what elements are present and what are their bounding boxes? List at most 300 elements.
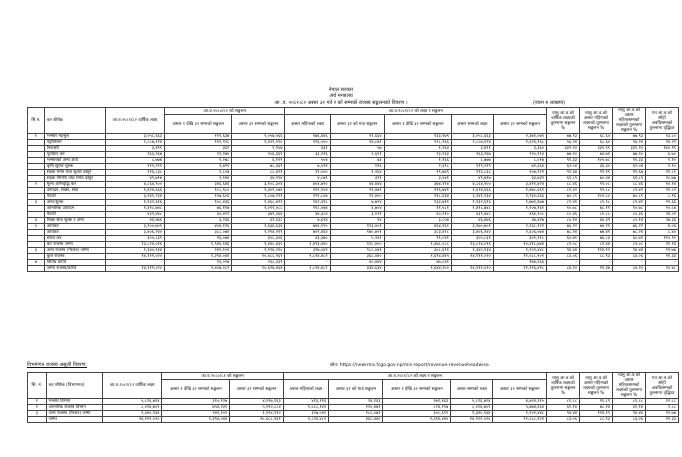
row-value: १२४.१२ [580, 411, 613, 417]
row-value: ९२.०८ [580, 182, 613, 188]
row-value: ६८.६० [580, 140, 613, 146]
pct-col: चालु आ.व.को असार महिनाको लक्ष्यको तुलनामा सङ्कलन % [580, 373, 613, 399]
row-value: ११,८४१ [384, 236, 451, 242]
row-value: - [285, 260, 330, 266]
row-value: ४,८६४,९०० [451, 182, 493, 188]
row-value: ७८.११ [580, 206, 613, 212]
row-value: ९४.४४ [613, 248, 646, 254]
row-value: ७८.२४ [613, 230, 646, 236]
row-value: १४,१११,०२० [451, 417, 493, 423]
row-value: २३८,३३१ [232, 260, 285, 266]
row-value: ४०४,१२६ [165, 224, 232, 230]
row-value: २८.७७ [646, 176, 679, 182]
row-value: ४३,३७० [285, 236, 330, 242]
row-value: ९१.३३ [547, 158, 580, 164]
row-value: ११,००० [285, 170, 330, 176]
row-value: ७८.२४ [547, 230, 580, 236]
row-value: ८९.०८ [613, 242, 646, 248]
row-value: १९६ [330, 164, 384, 170]
row-value: ११.८१ [646, 188, 679, 194]
sub-col: असार ३२ को मात्र सङ्कलन [330, 115, 384, 134]
row-value: ७०.८१ [547, 194, 580, 200]
row-value: ८१.१८ [580, 200, 613, 206]
row-value: १,९३२,६१६ [451, 200, 493, 206]
row-value: ६२.०४ [613, 164, 646, 170]
row-value: ४.०६ [646, 224, 679, 230]
row-value: ११६,८३८ [105, 170, 164, 176]
row-value: २४,१६३ [329, 399, 383, 405]
row-value: १०७,१२२ [493, 170, 546, 176]
row-value: - [580, 260, 613, 266]
header-row [28, 108, 679, 115]
row-value: १४,१११,०२० [102, 417, 162, 423]
row-value: १०५.७८ [580, 158, 613, 164]
row-value: २,३९८ [384, 164, 451, 170]
row-value: ५७ [330, 146, 384, 152]
row-value: १०,४८८,९६१ [230, 417, 284, 423]
row-value: ८०.३६ [613, 212, 646, 218]
row-value: ११,६६४ [330, 134, 384, 140]
row-value: २,१३८,१२२ [493, 224, 546, 230]
row-value: १,९४४,१४६ [165, 242, 232, 248]
row-sn: १ [28, 134, 45, 140]
row-value: ३३१.९१ [580, 146, 613, 152]
row-value: १४,१११,०२० [451, 266, 493, 272]
col-sn: सि.नं. [28, 108, 45, 134]
sub-col: असार ३२ को मात्र सङ्कलन [329, 380, 383, 399]
row-value: ११.७७ [646, 411, 679, 417]
row-value: १७०,७२१ [330, 230, 384, 236]
row-value: २,८८७,१२४ [451, 140, 493, 146]
row-value: ३०८,६९१ [383, 411, 451, 417]
row-value: - [105, 260, 164, 266]
row-value: ४६,४७६ [105, 218, 164, 224]
row-value: २२,४०० [330, 194, 384, 200]
pct-col: गत आ.व.को सोही अवधिसम्मको तुलनामा वृद्धिदर [646, 108, 679, 134]
sub-col: असार सम्मको लक्ष्य [451, 115, 493, 134]
row-value: ३२७,०४२ [283, 411, 328, 417]
row-value: ७७.४१ [580, 230, 613, 236]
row-value: ४,७२४,११० [493, 399, 547, 405]
row-value: ४७,८४१ [384, 260, 451, 266]
row-value: ११,४७९ [330, 188, 384, 194]
row-value: ७७.२० [613, 152, 646, 158]
row-value: १,८२४,४८२ [285, 266, 330, 272]
row-value: ५०४ [285, 158, 330, 164]
row-value: ४,१२७,१६३ [230, 399, 284, 405]
row-value: २४१,१०१ [165, 248, 232, 254]
row-value: ९१.३३ [613, 158, 646, 164]
row-value: १,७७१,६७७ [493, 200, 546, 206]
sub-col: असार ३२ सम्मको सङ्कलन [493, 115, 546, 134]
sub-col: असार ३२ सम्मको सङ्कलन [232, 115, 285, 134]
row-value: ३००,८३१ [451, 236, 493, 242]
row-title: भन्सार विभाग [46, 399, 102, 405]
row-value: ५,७७४,६६४ [493, 405, 547, 411]
department-revenue-table [27, 372, 679, 423]
row-value: ३,८०७ [384, 218, 451, 224]
row-value: १४,१११,०२० [105, 254, 164, 260]
row-value: ९१.८९ [580, 399, 613, 405]
row-value: २२०,९१३ [493, 152, 546, 158]
row-value: ११२,९०४ [285, 188, 330, 194]
row-value: १,४२१,११० [232, 140, 285, 146]
row-value: ११८,४०० [330, 242, 384, 248]
sub-col: असार महिनाको लक्ष्य [285, 115, 330, 134]
row-value: १,३०१,०७४ [232, 188, 285, 194]
row-value: १,४१८,७४८ [451, 206, 493, 212]
row-value: ८,०१४,७०१ [102, 405, 162, 411]
row-title: कृषि सुधार शुल्क [44, 164, 105, 170]
col-title: कर शीर्षक [44, 108, 105, 134]
row-value: ७०.४४ [580, 176, 613, 182]
row-value: ९,४४८,४३० [232, 242, 285, 248]
row-value: १०.१४ [646, 182, 679, 188]
row-sn [28, 417, 47, 423]
row-value: ११.१४ [646, 242, 679, 248]
pct-col: चालु आ.व.को वार्षिक लक्ष्यको तुलनामा सङ्कलन % [547, 373, 580, 399]
row-value: ४४.३९ [580, 218, 613, 224]
group-curr: आ.व.२०८१/८२ को लक्ष्य र सङ्कलन [285, 108, 547, 115]
row-value: ५,८२६,७१४ [451, 399, 493, 405]
row-value: १०८,४३६ [165, 200, 232, 206]
row-value: १६,०७४ [165, 236, 232, 242]
row-value: ३४,११४ [232, 176, 285, 182]
row-value: ८८.९३ [580, 417, 613, 423]
row-value: १४०.९१ [646, 146, 679, 152]
row-value: ३३१.२० [613, 146, 646, 152]
row-value: ३३,२२६ [285, 152, 330, 158]
row-value: १,०९२,०८८ [232, 206, 285, 212]
row-value: ३४६,६४४ [165, 182, 232, 188]
row-value: १,४०७,०८२ [165, 266, 232, 272]
row-value: १०२.८० [580, 194, 613, 200]
group-prev: आ.व.२०८०/८१ को सङ्कलन [162, 373, 283, 380]
row-value: ७९,६६४ [493, 164, 546, 170]
row-value: २६३,२६७ [451, 152, 493, 158]
row-title: आयकर [44, 224, 105, 230]
row-sn: २ [28, 182, 45, 188]
row-sn: १ [28, 399, 47, 405]
row-value: ८३.०६ [547, 254, 580, 260]
row-value: १३३,१७९ [384, 134, 451, 140]
row-value: १,३४०,९३४ [102, 411, 162, 417]
row-value: ३३१.२० [547, 146, 580, 152]
row-title: पेट्रोलियम [44, 140, 105, 146]
row-value: ९४.४४ [613, 411, 646, 417]
row-title: ब्याज कर [44, 236, 105, 242]
row-value: ७३.७१ [580, 152, 613, 158]
row-value: २,८८७,१२४ [105, 140, 164, 146]
row-value: ५६.२४ [547, 140, 580, 146]
row-value: ७०.८१ [613, 194, 646, 200]
row-title: कर राजस्व जम्मा [44, 242, 105, 248]
report-title: आ .व. २०८१।८२ असार ३२ गते र को सम्मको राजस्व सङ्कलनको विवरण । [274, 100, 408, 106]
row-value: ११,११६,४९८ [493, 266, 546, 272]
row-value: १,२०७,१६१ [493, 206, 546, 212]
row-value: २,६११ [330, 152, 384, 158]
row-value: ८१.४४ [580, 242, 613, 248]
row-value: ८०.१४ [547, 218, 580, 224]
row-value: ८२४,११७ [383, 405, 451, 411]
col-target: आ.व.२०८१/८२ वार्षिक लक्ष्य [105, 108, 164, 134]
row-value: ५,२२०,८८४ [230, 405, 284, 411]
row-value: ७,७२४ [330, 200, 384, 206]
row-value: ३२७,०४२ [285, 248, 330, 254]
row-value: २,०५७,५६६ [232, 134, 285, 140]
pct-col: गत आ.व.को सोही अवधिसम्मको तुलनामा वृद्धिदर [646, 373, 679, 399]
row-value: ३८३,४२८ [384, 230, 451, 236]
row-value: ४०४,७१० [285, 182, 330, 188]
row-value: ४६४,१०८ [493, 212, 546, 218]
row-value: ३०,४११ [165, 212, 232, 218]
row-value: ४४,३८४ [285, 212, 330, 218]
row-value: १०,६२७,४६४ [232, 266, 285, 272]
row-value: १०,४८८,९६१ [232, 254, 285, 260]
row-value: ३,२४१,२३४ [451, 194, 493, 200]
row-value: २४१,१०१ [162, 411, 230, 417]
sub-col: असार १ देखि ३२ सम्मको सङ्कलन [384, 115, 451, 134]
row-value: १,४१८,७४८ [105, 206, 164, 212]
row-value: १३,८२४,०१६ [451, 242, 493, 248]
row-value: ११,०८८,१०१ [493, 254, 546, 260]
row-value: ९४.४४ [547, 248, 580, 254]
row-value: ८१.८८ [613, 399, 646, 405]
row-value: १०.४८ [646, 266, 679, 272]
row-title: सडक निर्माण तथा मर्मत दस्तुर [44, 176, 105, 182]
row-value: ८०.३६ [547, 212, 580, 218]
row-value: १३,०१७ [165, 260, 232, 266]
row-value: ३,२४१,२३४ [105, 194, 164, 200]
row-value: २२,२७४ [165, 152, 232, 158]
row-value: ७,६२४ [285, 218, 330, 224]
row-value: ११.६६ [646, 200, 679, 206]
row-value: ३७१,३६४ [232, 212, 285, 218]
row-value: ११९,२२९ [451, 164, 493, 170]
row-value: ३६१ [165, 146, 232, 152]
row-value: ११८,०७४ [285, 206, 330, 212]
row-value: ११८,४३४ [384, 194, 451, 200]
sub-col: असार ३२ सम्मको सङ्कलन [230, 380, 284, 399]
row-value: ३,४०६,२४० [451, 230, 493, 236]
row-value: ६०.७१ [547, 236, 580, 242]
row-value: ४०,२१० [384, 212, 451, 218]
row-value: १३.८० [646, 134, 679, 140]
row-value: ४,७०४ [330, 206, 384, 212]
row-value: २७.३६ [646, 218, 679, 224]
row-value: १,३९४,०४४ [165, 254, 232, 260]
row-value: ८,७७७ [451, 158, 493, 164]
row-value: ४,८६४,९०० [105, 182, 164, 188]
row-title: कुल राजस्व [44, 254, 105, 260]
row-value: ११,०८८,१०१ [493, 417, 547, 423]
row-value: ११.३३ [646, 254, 679, 260]
row-value: ३,४०६,२४० [105, 230, 164, 236]
row-title: सडक मर्मत तथा सुधार दस्तुर [44, 170, 105, 176]
row-value: २३,९३३ [384, 152, 451, 158]
row-value: १८८,०७१ [329, 411, 383, 417]
row-value: १६२,३९८ [285, 200, 330, 206]
row-value: १,८०७,२२१ [232, 194, 285, 200]
row-title: आन्तरिक राजस्व विभाग [46, 405, 102, 411]
row-value: ८९.४१ [547, 200, 580, 206]
row-value: ७६.२२ [547, 224, 580, 230]
row-value: ७५४,२३१ [162, 405, 230, 411]
row-value: १,९३२,६१६ [105, 200, 164, 206]
row-value: ३,३६० [493, 146, 546, 152]
row-value: १.१० [646, 164, 679, 170]
row-value: ३१०,९२७ [162, 399, 230, 405]
row-value: ८३.०६ [547, 417, 580, 423]
row-title: भन्सार महसुल [44, 134, 105, 140]
row-value: ३७४,२१४ [384, 182, 451, 188]
row-value: १८८,०७१ [330, 248, 384, 254]
row-value: ३७,४२७ [493, 218, 546, 224]
row-value: १,३४०,९३४ [451, 248, 493, 254]
row-value: १,२०१,४४८ [493, 411, 547, 417]
row-value: १,२६४ [330, 170, 384, 176]
row-value: ६१.१४ [613, 405, 646, 411]
row-value: ३६.३० [580, 164, 613, 170]
row-value: ८,७७७ [105, 158, 164, 164]
row-value: ३,१७०,७०१ [451, 224, 493, 230]
row-value: ९१.६७ [613, 170, 646, 176]
row-value: ८.१६ [646, 194, 679, 200]
col-title: कर शीर्षक (विभागगत) [46, 373, 102, 399]
row-value: ३५८,३०६ [232, 236, 285, 242]
row-value: ४३९,४४८ [105, 212, 164, 218]
row-value: ३६८,४४० [329, 417, 383, 423]
row-value: ८४.२० [547, 266, 580, 272]
header-row [28, 373, 679, 380]
row-value: ७७.९३ [613, 134, 646, 140]
row-title: विविध प्राप्ति [44, 260, 105, 266]
row-value: ५,२४१ [330, 236, 384, 242]
row-value: ३,०५८,६६३ [451, 134, 493, 140]
row-value: १,८०७ [165, 170, 232, 176]
row-value: ४६४,१६१ [384, 224, 451, 230]
row-value: १,४९३,४४० [285, 242, 330, 248]
row-value: ११०.९१ [646, 236, 679, 242]
row-value: २४.०१ [646, 212, 679, 218]
row-value: ११६,७४१ [384, 188, 451, 194]
row-value: ६०.७१ [613, 236, 646, 242]
row-value: ९४.४४ [547, 411, 580, 417]
row-value: २,१४४ [165, 176, 232, 182]
group-curr: आ.व.२०८१/८२ को लक्ष्य र सङ्कलन [283, 373, 546, 380]
row-value: ६८.६० [580, 134, 613, 140]
table-row [28, 417, 679, 423]
row-value: ४३४,६३४ [330, 266, 384, 272]
row-value: ७८.१४ [580, 405, 613, 411]
row-value: १४ [330, 218, 384, 224]
row-value: १८८,९८० [165, 188, 232, 194]
row-title: भन्सारको अन्य आय [44, 158, 105, 164]
sub-col: असार १ देखि ३२ सम्मको सङ्कलन [383, 380, 451, 399]
row-value: १,१२४,२१० [232, 248, 285, 254]
row-value: ८९.४२ [547, 188, 580, 194]
row-value: १,१२४,२१० [230, 411, 284, 417]
revenue-table [27, 107, 679, 272]
row-title: निकासी [44, 146, 105, 152]
row-value: ५,८२६,७१४ [102, 399, 162, 405]
row-value: १३३,७११ [384, 200, 451, 206]
row-value: १,६९४,४४५ [384, 254, 451, 260]
row-value: ३३,७३९ [493, 176, 546, 182]
pct-col: चालु आ.व.को असार महिनासम्मको लक्ष्यको तुलनामा सङ्कलन % [613, 108, 646, 134]
col-sn: सि. नं. [28, 373, 47, 399]
row-value: ३,४९१ [105, 146, 164, 152]
row-value: ८.४० [646, 230, 679, 236]
row-value: ७६.२२ [613, 224, 646, 230]
row-value: १५७,६०४ [165, 194, 232, 200]
row-value: ११६,८३८ [451, 170, 493, 176]
row-value: १९.७७ [646, 248, 679, 254]
row-value: १,९३०,६६६ [493, 194, 546, 200]
row-value: ३८८,०७४ [165, 230, 232, 236]
row-value: १२०,४७१ [329, 405, 383, 411]
row-value: ७४.२१ [580, 224, 613, 230]
row-value: ७७.९३ [547, 134, 580, 140]
row-value: २०६,३६१ [232, 152, 285, 158]
ministry-name: अर्थ मन्त्रालय [329, 93, 353, 99]
row-value: ११.८१ [646, 170, 679, 176]
row-title: उत्पादन, बिक्री, सेवा [44, 188, 105, 194]
row-value: १,४७८,६६९ [493, 188, 546, 194]
row-value: ११९,२२९ [105, 164, 164, 170]
row-title: पैठारी [44, 194, 105, 200]
row-value: २,३७१,०७९ [493, 134, 546, 140]
row-value: ११९,६३७ [165, 134, 232, 140]
row-value: ४९,७१७ [105, 176, 164, 182]
row-sn [28, 266, 45, 272]
row-value: ३,१२१ [330, 212, 384, 218]
row-sn: ५ [28, 224, 45, 230]
row-title: मूल्य अभिवृद्धि कर [44, 182, 105, 188]
row-value: १,२६६ [384, 158, 451, 164]
row-value: १०,४१८,७४४ [493, 242, 546, 248]
row-value: ७७.२० [547, 152, 580, 158]
row-value: २,२९४,२११ [232, 230, 285, 236]
row-value: ११,५८१ [384, 206, 451, 212]
row-title: पूर्वाधार कर [44, 152, 105, 158]
row-value: ३,०५८,६६३ [105, 134, 164, 140]
row-value: ७,५२४ [285, 164, 330, 170]
row-value: ६,१९९ [232, 158, 285, 164]
sub-col: असार महिनाको लक्ष्य [283, 380, 328, 399]
row-value: ३,२३६ [165, 218, 232, 224]
row-value: ४१३,११६ [283, 399, 328, 405]
row-value: ६.७० [646, 152, 679, 158]
row-value: ८८,४२१ [232, 170, 285, 176]
row-value: - [613, 260, 646, 266]
row-value: ३२,६३८ [232, 218, 285, 224]
row-title: आयकर [44, 230, 105, 236]
row-value: १७६,४४६ [285, 134, 330, 140]
row-value: ७८,३६९ [232, 164, 285, 170]
row-value: १०.७८ [547, 206, 580, 212]
row-value: ३०८,६९१ [384, 248, 451, 254]
row-value: १,२६४ [384, 146, 451, 152]
row-value: - [451, 260, 493, 266]
row-value: १,३७८,०८८ [384, 242, 451, 248]
row-value: ८९.४२ [613, 188, 646, 194]
row-value: ८३.०६ [613, 254, 646, 260]
row-value: १५.८७ [646, 206, 679, 212]
table-row [28, 266, 679, 272]
row-title: आन्तरिक उत्पादन [44, 206, 105, 212]
sub-col: असार सम्मको लक्ष्य [451, 380, 493, 399]
